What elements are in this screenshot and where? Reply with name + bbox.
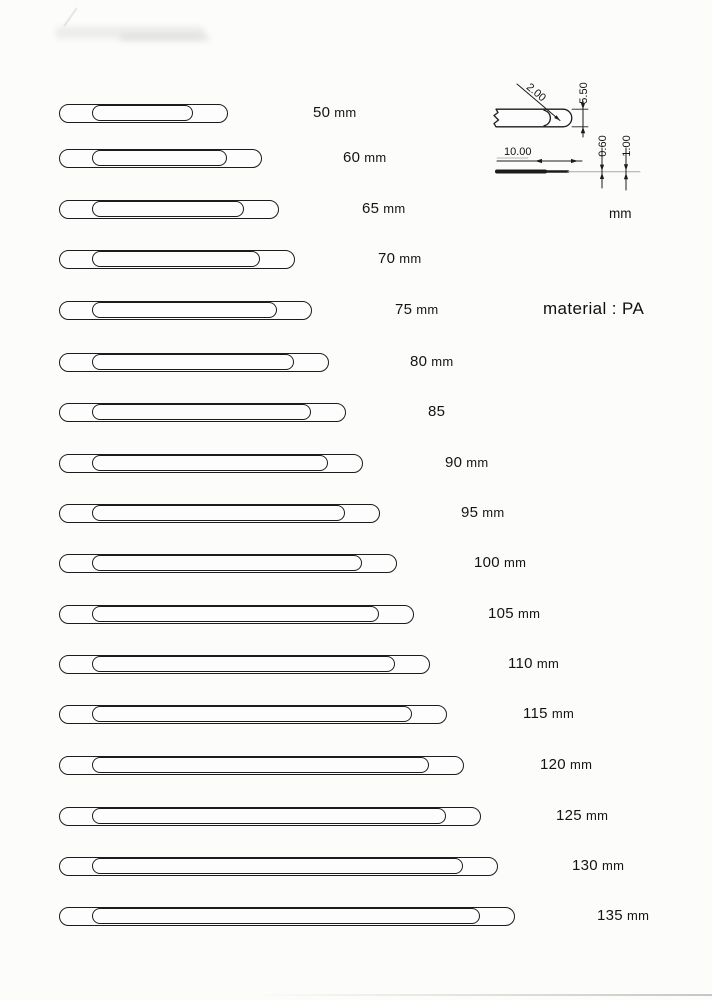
rod-drawing-100mm — [59, 554, 397, 573]
rod-core — [92, 706, 412, 722]
length-value: 70 — [378, 250, 396, 267]
dim-arrow — [600, 165, 604, 171]
dimension-detail-drawing — [490, 78, 660, 230]
rod-drawing-70mm — [59, 250, 295, 269]
length-unit: mm — [551, 706, 575, 721]
length-unit: mm — [334, 105, 357, 120]
length-label — [572, 857, 624, 875]
length-unit: mm — [399, 251, 422, 266]
dim-tip-radius: 2.00 — [523, 81, 548, 105]
length-label — [313, 104, 357, 122]
length-label — [378, 250, 422, 268]
scan-bottom-edge — [250, 994, 712, 996]
rod-core — [92, 354, 294, 370]
length-label — [362, 200, 406, 218]
rod-drawing-125mm — [59, 807, 481, 826]
length-unit: mm — [383, 201, 406, 216]
length-value: 135 — [597, 907, 623, 924]
length-unit: mm — [601, 858, 625, 873]
length-unit: mm — [569, 757, 593, 772]
length-value: 85 — [428, 403, 446, 420]
length-unit: mm — [536, 656, 560, 671]
length-unit: mm — [503, 555, 527, 570]
rod-core — [92, 201, 244, 217]
length-label — [508, 655, 559, 673]
rod-drawing-80mm — [59, 353, 329, 372]
length-value: 130 — [572, 857, 598, 874]
rod-core — [92, 455, 328, 471]
dim-arrow — [624, 173, 628, 179]
length-unit: mm — [626, 908, 650, 923]
rod-core — [92, 150, 227, 166]
length-label — [556, 807, 608, 825]
rod-drawing-60mm — [59, 149, 262, 168]
length-label — [428, 403, 449, 421]
length-unit: mm — [517, 606, 541, 621]
length-unit: mm — [585, 808, 609, 823]
dim-thin-thickness: 0.60 — [597, 135, 609, 157]
length-value: 95 — [461, 504, 479, 521]
rod-core — [92, 404, 311, 420]
length-unit: mm — [416, 302, 439, 317]
scan-corner-mark — [64, 8, 77, 27]
rod-tip-outline — [494, 109, 572, 127]
length-unit: mm — [431, 354, 454, 369]
rod-core — [92, 555, 362, 571]
length-label — [445, 454, 489, 472]
length-label — [597, 907, 649, 925]
length-value: 115 — [523, 705, 548, 722]
rod-core — [92, 251, 260, 267]
rod-drawing-135mm — [59, 907, 515, 926]
length-value: 105 — [488, 605, 514, 622]
rod-drawing-50mm — [59, 104, 228, 123]
length-label — [395, 301, 439, 319]
length-value: 75 — [395, 301, 413, 318]
length-label — [343, 149, 387, 167]
dim-arrow — [571, 159, 578, 163]
length-unit: mm — [482, 505, 505, 520]
rod-core — [92, 656, 395, 672]
rod-core — [92, 302, 277, 318]
dim-diameter: 5.50 — [578, 82, 590, 104]
rod-drawing-75mm — [59, 301, 312, 320]
rod-drawing-95mm — [59, 504, 380, 523]
material-label: material : PA — [543, 299, 645, 318]
length-label — [523, 705, 574, 723]
length-label — [540, 756, 592, 774]
rod-drawing-65mm — [59, 200, 279, 219]
dim-section-length: 10.00 — [504, 146, 532, 158]
rod-drawing-110mm — [59, 655, 430, 674]
rod-core — [92, 606, 379, 622]
length-label — [474, 554, 526, 572]
length-value: 120 — [540, 756, 566, 773]
rod-core — [92, 505, 345, 521]
dim-arrow — [535, 159, 542, 163]
dim-arrow — [600, 173, 604, 179]
rod-core — [92, 757, 429, 773]
dim-arrow — [624, 164, 628, 170]
length-unit: mm — [466, 455, 489, 470]
length-value: 125 — [556, 807, 582, 824]
rod-core — [92, 858, 463, 874]
scan-smudge — [120, 34, 210, 42]
length-value: 65 — [362, 200, 380, 217]
rod-drawing-105mm — [59, 605, 414, 624]
length-value: 50 — [313, 104, 331, 121]
length-value: 80 — [410, 353, 428, 370]
length-label — [461, 504, 505, 522]
rod-core — [92, 908, 480, 924]
length-value: 60 — [343, 149, 361, 166]
length-label — [488, 605, 540, 623]
rod-drawing-130mm — [59, 857, 498, 876]
rod-core — [92, 808, 446, 824]
dim-arrow — [581, 127, 585, 133]
length-value: 100 — [474, 554, 500, 571]
rod-drawing-120mm — [59, 756, 464, 775]
rod-drawing-90mm — [59, 454, 363, 473]
dim-full-thickness: 1.00 — [621, 135, 633, 157]
rod-drawing-85mm — [59, 403, 346, 422]
length-value: 90 — [445, 454, 463, 471]
unit-note: mm — [609, 206, 632, 221]
length-label — [410, 353, 454, 371]
rod-core — [92, 105, 193, 121]
rod-drawing-115mm — [59, 705, 447, 724]
length-unit: mm — [364, 150, 387, 165]
length-value: 110 — [508, 655, 533, 672]
